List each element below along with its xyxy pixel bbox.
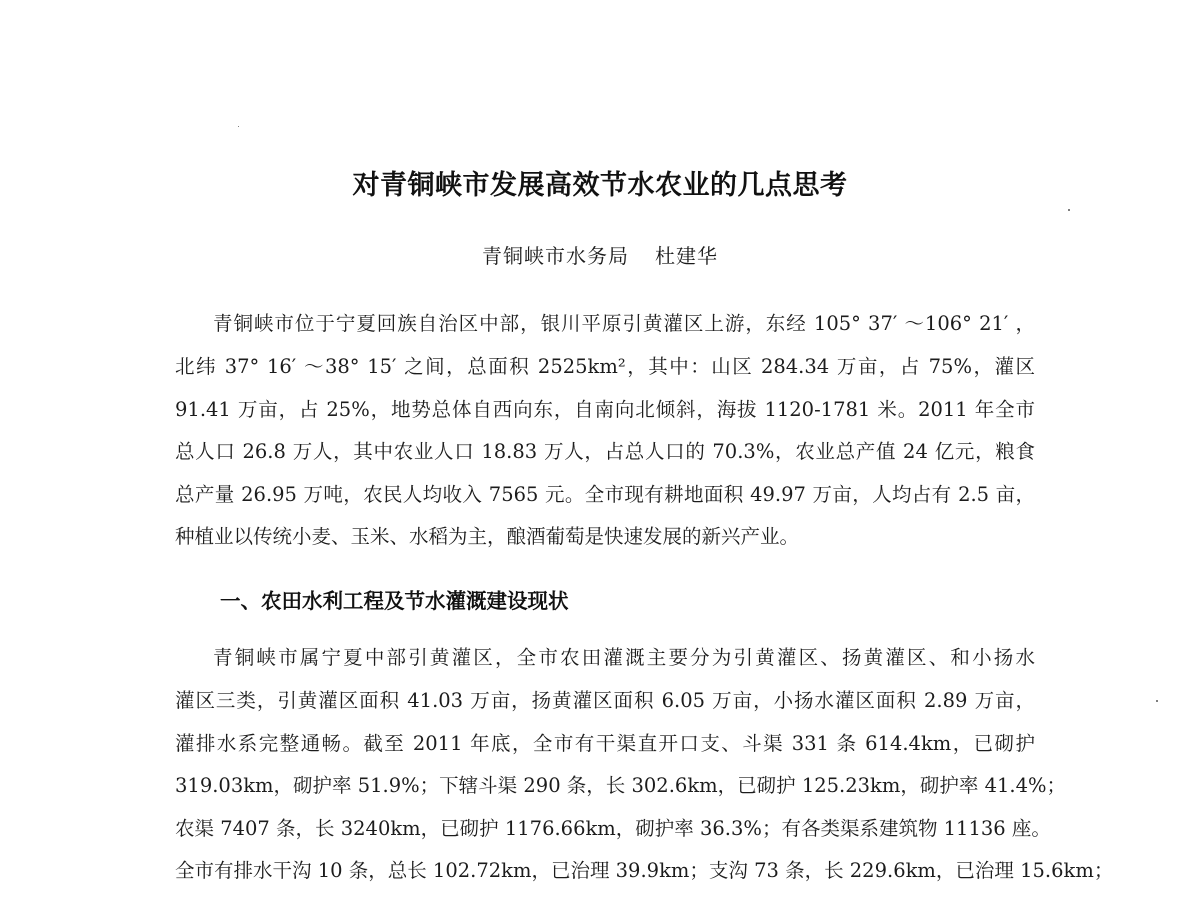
paragraph-1-line-5: 总产量 26.95 万吨，农民人均收入 7565 元。全市现有耕地面积 49.97 万亩，人均占有 2.5 亩， <box>175 483 1035 506</box>
section-heading: 一、农田水利工程及节水灌溉建设现状 <box>220 589 569 613</box>
scan-speck <box>1156 700 1158 702</box>
paragraph-1-line-1: 青铜峡市位于宁夏回族自治区中部，银川平原引黄灌区上游，东经 105° 37′ ～106° 21′ ， <box>213 312 1035 335</box>
paragraph-1-line-6: 种植业以传统小麦、玉米、水稻为主，酿酒葡萄是快速发展的新兴产业。 <box>175 525 800 548</box>
author-organization: 青铜峡市水务局 <box>482 244 629 268</box>
paragraph-2-line-5: 农渠 7407 条，长 3240km，已砌护 1176.66km，砌护率 36.3%；有各类渠系建筑物 11136 座。 <box>175 817 1051 840</box>
paragraph-2-line-3: 灌排水系完整通畅。截至 2011 年底，全市有干渠直开口支、斗渠 331 条 614.4km，已砌护 <box>175 732 1035 755</box>
author-name: 杜建华 <box>655 244 718 268</box>
paragraph-2-line-6: 全市有排水干沟 10 条，总长 102.72km，已治理 39.9km；支沟 73 条，长 229.6km，已治理 15.6km； <box>175 859 1114 882</box>
document-title: 对青铜峡市发展高效节水农业的几点思考 <box>352 170 848 201</box>
paragraph-1-line-4: 总人口 26.8 万人，其中农业人口 18.83 万人，占总人口的 70.3%，农业总产值 24 亿元，粮食 <box>175 440 1035 463</box>
paragraph-1-line-2: 北纬 37° 16′ ～38° 15′ 之间，总面积 2525km²，其中：山区 284.34 万亩，占 75%，灌区 <box>175 355 1035 378</box>
paragraph-2-line-4: 319.03km，砌护率 51.9%；下辖斗渠 290 条，长 302.6km，已砌护 125.23km，砌护率 41.4%； <box>175 774 1067 797</box>
scan-speck <box>238 126 239 127</box>
paragraph-2-line-1: 青铜峡市属宁夏中部引黄灌区，全市农田灌溉主要分为引黄灌区、扬黄灌区、和小扬水 <box>213 646 1035 669</box>
paragraph-1-line-3: 91.41 万亩，占 25%，地势总体自西向东，自南向北倾斜，海拔 1120-1781 米。2011 年全市 <box>175 398 1035 421</box>
paragraph-2-line-2: 灌区三类，引黄灌区面积 41.03 万亩，扬黄灌区面积 6.05 万亩，小扬水灌区面积 2.89 万亩， <box>175 689 1035 712</box>
scan-speck <box>1068 209 1070 211</box>
